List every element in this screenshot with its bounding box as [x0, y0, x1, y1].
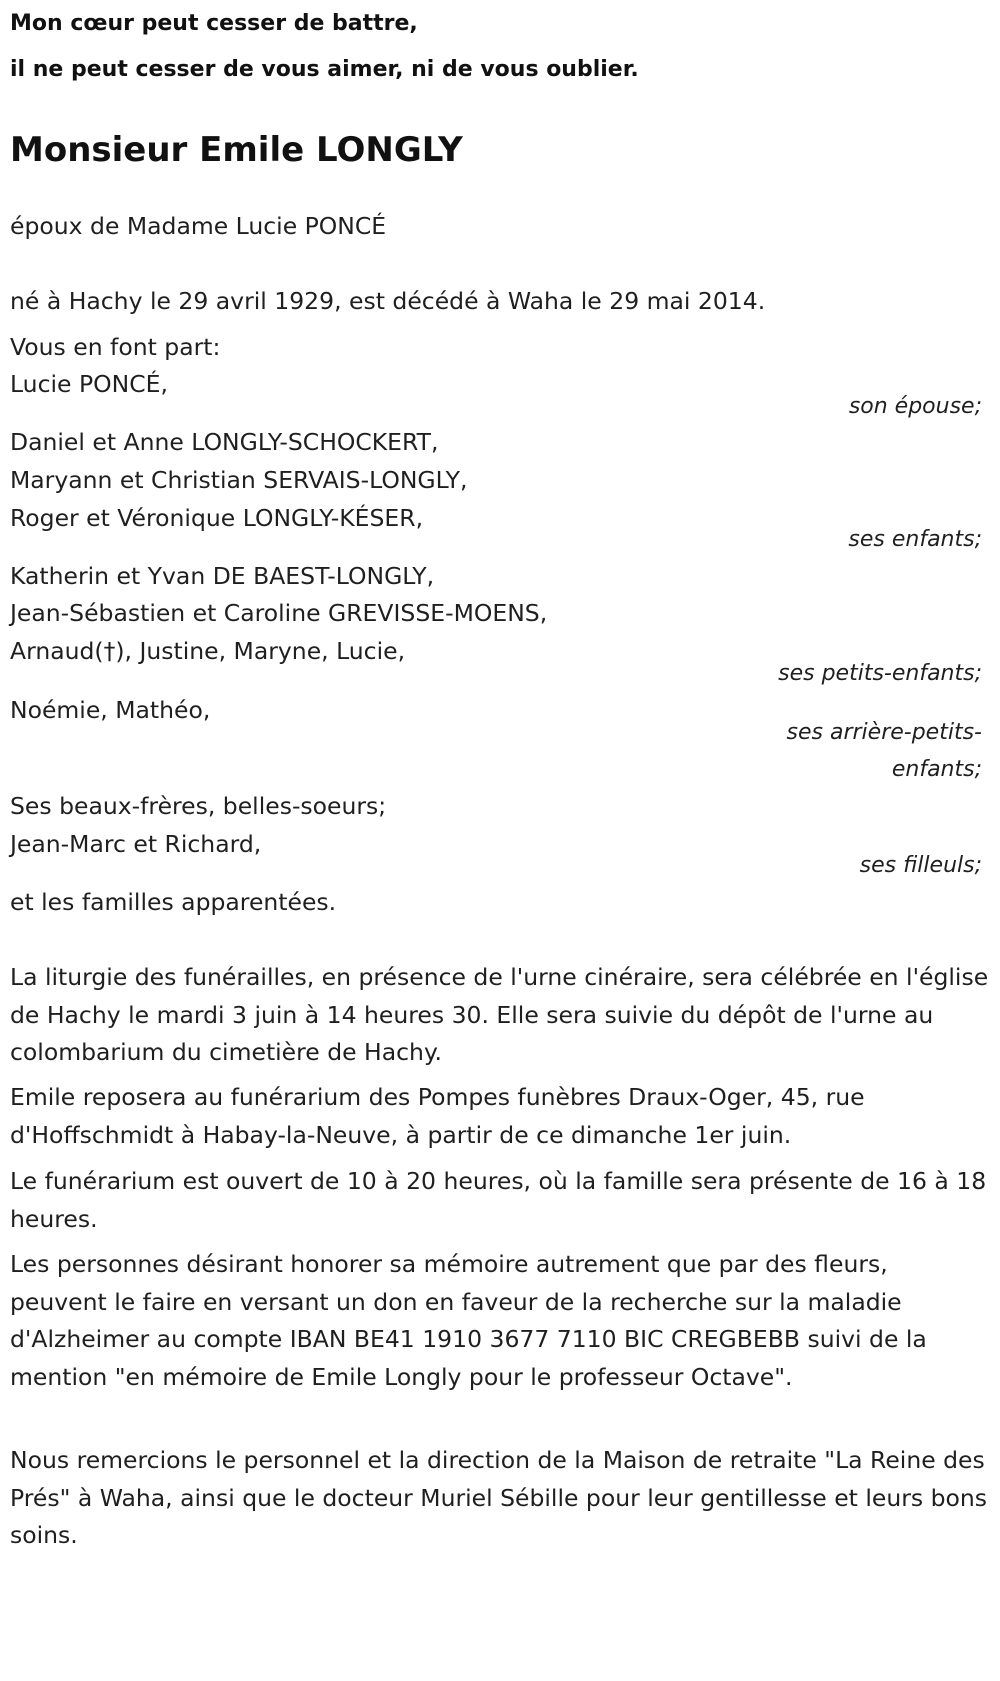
family-role: ses enfants;	[848, 527, 982, 552]
funerarium-paragraph: Emile reposera au funérarium des Pompes funèbres Draux-Oger, 45, rue d'Hoffschmidt à Habay-la-Neuve, à partir de ce dimanche 1er juin.	[10, 1083, 865, 1149]
spouse-line: époux de Madame Lucie PONCÉ	[10, 212, 387, 240]
family-name-line: Jean-Sébastien et Caroline GREVISSE-MOENS,	[10, 599, 548, 627]
visiting-hours-paragraph: Le funérarium est ouvert de 10 à 20 heures, où la famille sera présente de 16 à 18 heures.	[10, 1167, 987, 1233]
deceased-name: Monsieur Emile LONGLY	[10, 130, 463, 170]
family-name-line: Noémie, Mathéo,	[10, 696, 211, 724]
family-name-line: Jean-Marc et Richard,	[10, 830, 262, 858]
family-name-line: Daniel et Anne LONGLY-SCHOCKERT,	[10, 428, 439, 456]
family-name-line: Katherin et Yvan DE BAEST-LONGLY,	[10, 562, 435, 590]
family-role: son épouse;	[848, 394, 982, 419]
donation-paragraph: Les personnes désirant honorer sa mémoire autrement que par des fleurs, peuvent le faire en versant un don en faveur de la recherche sur la maladie d'Alzheimer au compte IBAN BE41 1910 3677 7110 BIC CREGBEBB suivi de la mention "en mémoire de Emile Longly pour le professeur Octave".	[10, 1250, 927, 1391]
epigraph-line-2: il ne peut cesser de vous aimer, ni de vous oublier.	[10, 57, 639, 82]
thanks-paragraph: Nous remercions le personnel et la direction de la Maison de retraite "La Reine des Prés" à Waha, ainsi que le docteur Muriel Sébille pour leur gentillesse et leurs bons soins.	[10, 1446, 988, 1549]
birth-death-line: né à Hachy le 29 avril 1929, est décédé à Waha le 29 mai 2014.	[10, 287, 766, 315]
family-role: ses filleuls;	[859, 853, 982, 878]
family-name-line: Arnaud(†), Justine, Maryne, Lucie,	[10, 637, 406, 665]
family-name-line: Lucie PONCÉ,	[10, 370, 168, 398]
family-name-line: Ses beaux-frères, belles-soeurs;	[10, 792, 387, 820]
family-role: enfants;	[891, 757, 982, 782]
family-role: ses arrière-petits-	[786, 720, 982, 745]
announcement-intro: Vous en font part:	[10, 333, 221, 361]
epigraph-line-1: Mon cœur peut cesser de battre,	[10, 11, 418, 36]
family-name-line: Maryann et Christian SERVAIS-LONGLY,	[10, 466, 468, 494]
announcement-closing: et les familles apparentées.	[10, 888, 337, 916]
family-name-line: Roger et Véronique LONGLY-KÉSER,	[10, 504, 424, 532]
funeral-liturgy-paragraph: La liturgie des funérailles, en présence de l'urne cinéraire, sera célébrée en l'église de Hachy le mardi 3 juin à 14 heures 30. Elle sera suivie du dépôt de l'urne au colombarium du cimetière de Hachy.	[10, 963, 989, 1066]
family-role: ses petits-enfants;	[778, 661, 982, 686]
